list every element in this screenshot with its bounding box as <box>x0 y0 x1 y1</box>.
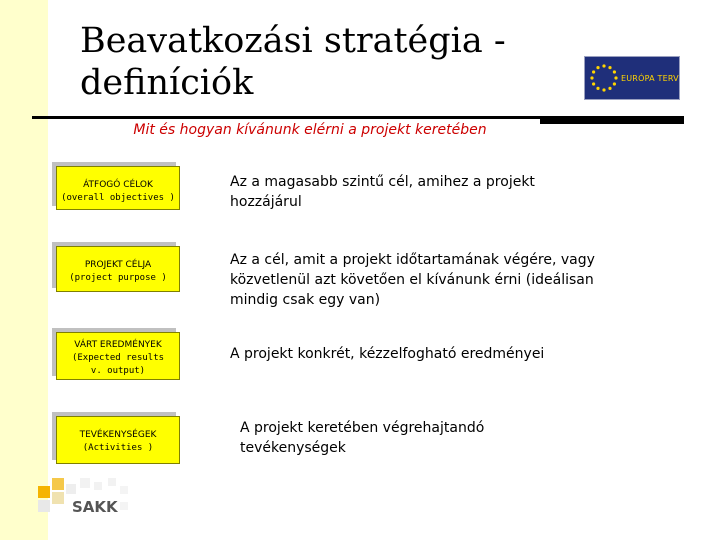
category-label: PROJEKT CÉLJA <box>84 260 152 270</box>
sakk-logo-text: SAKK <box>72 498 118 516</box>
category-description: Az a magasabb szintű cél, amihez a projekt hozzájárul <box>230 174 535 210</box>
title-line-1: Beavatkozási stratégia - <box>80 21 506 61</box>
category-label: VÁRT EREDMÉNYEK <box>74 340 162 350</box>
category-description: A projekt keretében végrehajtandó tevékenységek <box>240 420 485 456</box>
page-title <box>80 20 520 104</box>
category-box-expected-results <box>56 332 180 380</box>
logo-text: EURÓPA TERV <box>621 73 679 83</box>
title-line-2: definíciók <box>80 63 254 103</box>
subtitle: Mit és hogyan kívánunk elérni a projekt keretében <box>133 122 487 138</box>
category-sublabel: (project purpose ) <box>69 273 167 283</box>
category-label: ÁTFOGÓ CÉLOK <box>83 180 153 190</box>
category-description: Az a cél, amit a projekt időtartamának végére, vagy közvetlenül azt követően el kívánunk érni (ideálisan mindig csak egy van) <box>230 252 595 308</box>
category-box-project-purpose <box>56 246 180 292</box>
category-box-overall-objectives <box>56 166 180 210</box>
category-sublabel: (Expected results <box>71 353 165 363</box>
category-sublabel: v. output) <box>90 366 146 376</box>
eu-stars-icon <box>589 63 619 93</box>
category-sublabel: (overall objectives ) <box>61 193 175 203</box>
europa-terv-logo <box>584 56 680 100</box>
category-box-activities <box>56 416 180 464</box>
left-decorative-strip <box>0 0 48 540</box>
category-label: TEVÉKENYSÉGEK <box>79 430 157 440</box>
category-description: A projekt konkrét, kézzelfogható eredményei <box>230 346 545 362</box>
sakk-logo <box>36 476 132 520</box>
category-sublabel: (Activities ) <box>82 443 154 453</box>
